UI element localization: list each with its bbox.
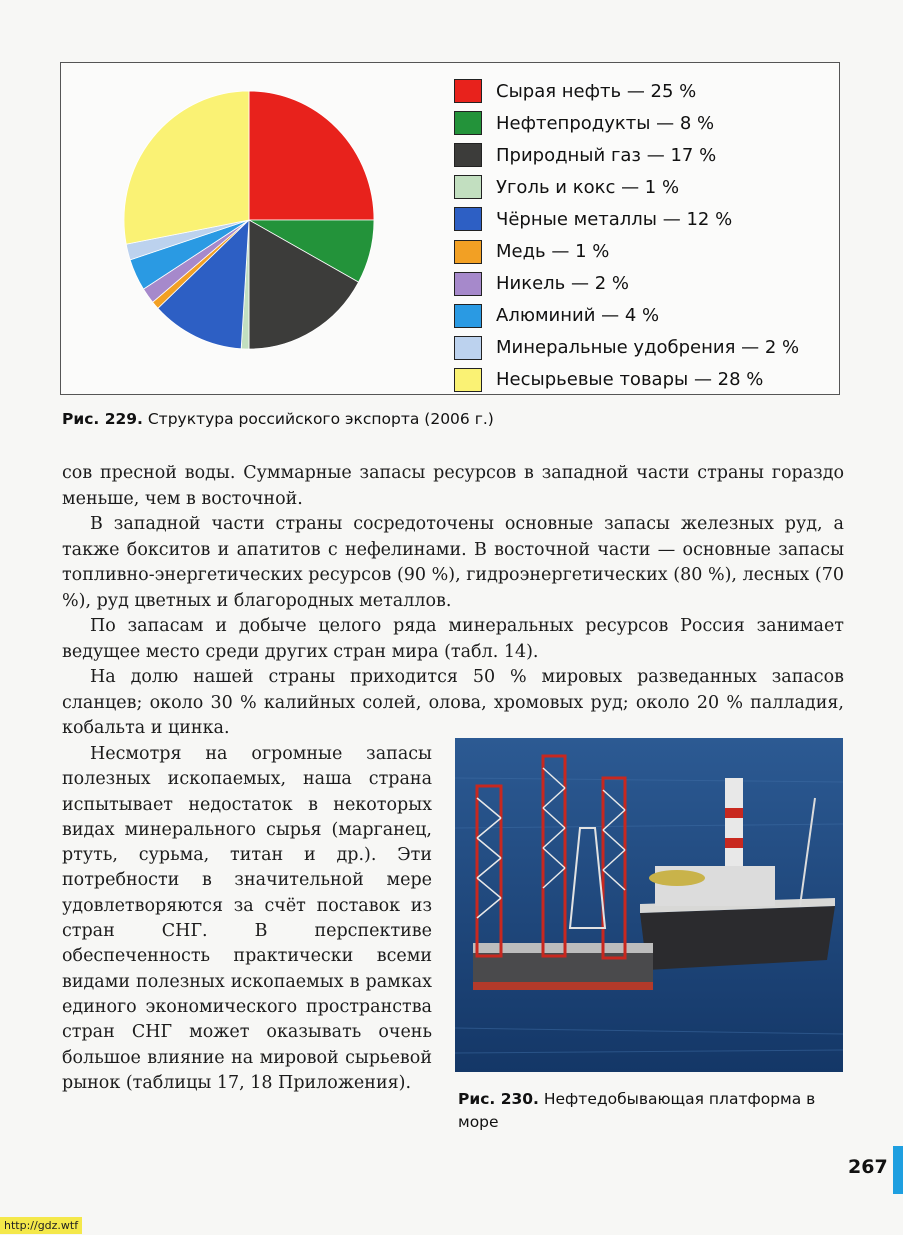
legend-swatch-5 [454, 240, 482, 264]
legend-swatch-3 [454, 175, 482, 199]
legend-label-8: Минеральные удобрения — 2 % [496, 337, 800, 359]
legend-label-3: Уголь и кокс — 1 % [496, 176, 680, 198]
legend-item-0 [454, 75, 799, 107]
legend-swatch-9 [454, 368, 482, 392]
figure-229-box [60, 62, 840, 395]
paragraph-1: сов пресной воды. Суммарные запасы ресурсов в западной части страны гораздо меньше, чем в восточной. [62, 463, 844, 509]
legend-label-4: Чёрные металлы — 12 % [496, 208, 733, 230]
paragraph-5: Несмотря на огромные запасы полезных ископаемых, наша страна испытывает недостаток в некоторых видах минерального сырья (марганец, ртуть, сурьма, титан и др.). Эти потребности в значительной мере удовлетворяются за счёт поставок из стран СНГ. В перспективе обеспеченность практически всеми видами полезных ископаемых в рамках единого экономического пространства стран СНГ может оказывать очень большое влияние на мировой сырьевой рынок (таблицы 17, 18 Приложения). [62, 744, 432, 1093]
legend-item-4 [454, 203, 799, 235]
oil-platform-illustration [455, 738, 843, 1072]
legend-swatch-4 [454, 207, 482, 231]
legend-label-1: Нефтепродукты — 8 % [496, 112, 715, 134]
legend-label-0: Сырая нефть — 25 % [496, 80, 697, 102]
legend-item-1 [454, 107, 799, 139]
legend-item-9 [454, 364, 799, 396]
paragraph-4: На долю нашей страны приходится 50 % мировых разведанных запасов сланцев; около 30 % калийных солей, олова, хромовых руд; около 20 % палладия, кобальта и цинка. [62, 667, 844, 738]
legend-item-5 [454, 235, 799, 267]
paragraph-2: В западной части страны сосредоточены основные запасы железных руд, а также бокситов и апатитов с нефелинами. В восточной части — основные запасы топливно-энергетических ресурсов (90 %), гидроэнергетических (80 %), лесных (70 %), руд цветных и благородных металлов. [62, 514, 844, 611]
source-watermark: http://gdz.wtf [0, 1217, 82, 1234]
legend-label-2: Природный газ — 17 % [496, 144, 717, 166]
legend-label-6: Никель — 2 % [496, 273, 630, 295]
legend-item-6 [454, 268, 799, 300]
legend-swatch-1 [454, 111, 482, 135]
legend-swatch-8 [454, 336, 482, 360]
legend-item-8 [454, 332, 799, 364]
legend-label-7: Алюминий — 4 % [496, 305, 660, 327]
legend-swatch-6 [454, 272, 482, 296]
legend-swatch-7 [454, 304, 482, 328]
figure-230-label: Рис. 230. [458, 1090, 539, 1108]
legend-swatch-2 [454, 143, 482, 167]
legend-item-7 [454, 300, 799, 332]
paragraph-3: По запасам и добыче целого ряда минеральных ресурсов Россия занимает ведущее место среди других стран мира (табл. 14). [62, 616, 844, 662]
legend-swatch-0 [454, 79, 482, 103]
figure-230-caption [458, 1088, 843, 1134]
oil-platform-photo [455, 738, 843, 1072]
export-pie-chart [124, 90, 374, 350]
page-number: 267 [848, 1156, 888, 1178]
page-edge-tab [893, 1146, 903, 1194]
legend-item-3 [454, 171, 799, 203]
legend-label-9: Несырьевые товары — 28 % [496, 369, 764, 391]
figure-229-caption [62, 410, 494, 428]
legend-item-2 [454, 139, 799, 171]
legend-label-5: Медь — 1 % [496, 241, 610, 263]
pie-slice-9 [124, 91, 249, 244]
figure-230-text: Нефтедобывающая платформа в море [458, 1090, 816, 1131]
figure-229-label: Рис. 229. [62, 410, 143, 428]
figure-229-text: Структура российского экспорта (2006 г.) [142, 410, 494, 428]
pie-slice-0 [249, 91, 374, 220]
chart-legend [454, 75, 799, 396]
